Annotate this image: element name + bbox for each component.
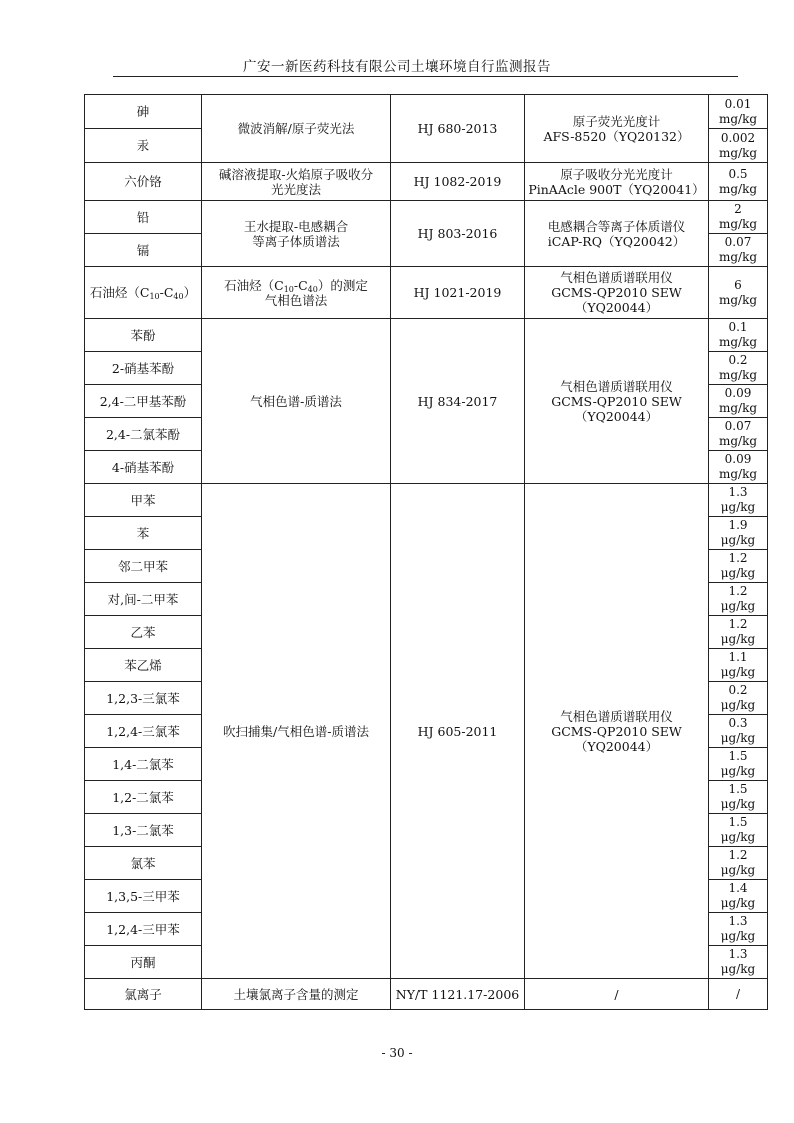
limit-value: 0.07 — [724, 419, 752, 433]
item-cell: 汞 — [85, 129, 202, 163]
detection-limit-cell — [709, 649, 768, 682]
instrument-cell — [525, 163, 709, 201]
detection-limit-cell — [709, 201, 768, 234]
detection-limit-cell — [709, 913, 768, 946]
instrument-line: （YQ20044） — [574, 408, 659, 424]
instrument-cell: / — [525, 979, 709, 1010]
item-cell: 镉 — [85, 234, 202, 267]
method-cell: 土壤氯离子含量的测定 — [202, 979, 391, 1010]
item-cell: 对,间-二甲苯 — [85, 583, 202, 616]
item-cell: 2-硝基苯酚 — [85, 352, 202, 385]
item-cell: 1,3,5-三甲苯 — [85, 880, 202, 913]
limit-unit: μg/kg — [720, 863, 756, 877]
detection-limit-cell — [709, 234, 768, 267]
instrument-cell — [525, 201, 709, 267]
limit-value: 1.9 — [728, 518, 748, 532]
limit-unit: mg/kg — [718, 368, 758, 382]
detection-limit-cell — [709, 946, 768, 979]
method-cell: 微波消解/原子荧光法 — [202, 95, 391, 163]
limit-value: 0.3 — [728, 716, 748, 730]
standard-cell: HJ 1082-2019 — [391, 163, 525, 201]
limit-unit: mg/kg — [718, 250, 758, 264]
instrument-cell — [525, 484, 709, 979]
subscript: 10 — [149, 292, 160, 301]
limit-unit: mg/kg — [718, 401, 758, 415]
detection-limit-cell — [709, 418, 768, 451]
limit-value: 0.2 — [728, 683, 748, 697]
limit-unit: μg/kg — [720, 500, 756, 514]
detection-limit-cell — [709, 682, 768, 715]
item-cell: 甲苯 — [85, 484, 202, 517]
instrument-line: PinAAcle 900T（YQ20041） — [528, 181, 705, 197]
method-line — [205, 278, 387, 293]
limit-unit: mg/kg — [718, 292, 758, 307]
item-cell: 氯离子 — [85, 979, 202, 1010]
limit-value: 0.09 — [724, 452, 752, 466]
method-line: 光光度法 — [270, 181, 321, 197]
instrument-line: GCMS-QP2010 SEW — [551, 393, 682, 409]
method-line: 气相色谱法 — [264, 292, 328, 308]
detection-limit-cell — [709, 319, 768, 352]
table-row — [85, 979, 768, 1010]
standard-cell: HJ 803-2016 — [391, 201, 525, 267]
limit-value: 0.2 — [728, 353, 748, 367]
limit-value: 2 — [734, 202, 742, 216]
method-cell — [202, 267, 391, 319]
limit-value: 1.5 — [728, 815, 748, 829]
limit-unit: μg/kg — [720, 533, 756, 547]
limit-value: 6 — [734, 277, 742, 292]
standard-cell: HJ 680-2013 — [391, 95, 525, 163]
limit-unit: μg/kg — [720, 599, 756, 613]
item-cell: 1,2-二氯苯 — [85, 781, 202, 814]
limit-value: 1.2 — [728, 551, 748, 565]
instrument-line: 气相色谱质谱联用仪 — [560, 270, 673, 285]
item-cell: 砷 — [85, 95, 202, 129]
instrument-line: 原子荧光光度计 — [572, 113, 661, 129]
limit-unit: μg/kg — [720, 632, 756, 646]
limit-value: 1.2 — [728, 617, 748, 631]
item-cell: 铅 — [85, 201, 202, 234]
limit-unit: μg/kg — [720, 731, 756, 745]
limit-unit: μg/kg — [720, 830, 756, 844]
limit-value: 1.4 — [728, 881, 748, 895]
limit-value: 1.3 — [728, 914, 748, 928]
item-cell: 2,4-二甲基苯酚 — [85, 385, 202, 418]
detection-limit-cell — [709, 847, 768, 880]
instrument-line: GCMS-QP2010 SEW — [551, 723, 682, 739]
item-cell: 氯苯 — [85, 847, 202, 880]
detection-limit-cell — [709, 385, 768, 418]
limit-value: 0.01 — [724, 96, 752, 111]
limit-unit: mg/kg — [718, 145, 758, 160]
detection-limit-cell — [709, 451, 768, 484]
limit-value: 0.09 — [724, 386, 752, 400]
detection-limit-cell — [709, 814, 768, 847]
standard-cell: HJ 834-2017 — [391, 319, 525, 484]
detection-limit-cell — [709, 583, 768, 616]
limit-unit: μg/kg — [720, 566, 756, 580]
instrument-cell — [525, 319, 709, 484]
method-line: 王水提取-电感耦合 — [243, 218, 349, 234]
detection-limit-cell: / — [709, 979, 768, 1010]
detection-limit-cell — [709, 129, 768, 163]
method-cell — [202, 163, 391, 201]
limit-value: 0.5 — [728, 166, 748, 181]
item-cell: 1,2,3-三氯苯 — [85, 682, 202, 715]
item-cell: 1,4-二氯苯 — [85, 748, 202, 781]
detection-limit-cell — [709, 748, 768, 781]
item-cell: 1,2,4-三甲苯 — [85, 913, 202, 946]
table-row — [85, 163, 768, 201]
item-cell: 苯 — [85, 517, 202, 550]
limit-unit: μg/kg — [720, 896, 756, 910]
standard-cell: NY/T 1121.17-2006 — [391, 979, 525, 1010]
limit-unit: mg/kg — [718, 111, 758, 126]
item-cell: 乙苯 — [85, 616, 202, 649]
table-row — [85, 267, 768, 319]
table-row — [85, 201, 768, 234]
instrument-line: （YQ20044） — [574, 300, 659, 315]
instrument-line: GCMS-QP2010 SEW — [551, 285, 682, 300]
limit-value: 1.3 — [728, 947, 748, 961]
limit-unit: μg/kg — [720, 665, 756, 679]
item-cell — [85, 267, 202, 319]
method-cell: 吹扫捕集/气相色谱-质谱法 — [202, 484, 391, 979]
item-cell: 苯酚 — [85, 319, 202, 352]
instrument-line: 气相色谱质谱联用仪 — [560, 708, 673, 724]
detection-limit-cell — [709, 550, 768, 583]
instrument-line: AFS-8520（YQ20132） — [543, 128, 690, 144]
item-cell: 苯乙烯 — [85, 649, 202, 682]
detection-limit-cell — [709, 163, 768, 201]
method-text: 石油烃（C — [224, 277, 284, 293]
page-number: - 30 - — [381, 1046, 413, 1060]
detection-limit-cell — [709, 880, 768, 913]
table-row — [85, 484, 768, 517]
limit-unit: mg/kg — [718, 181, 758, 196]
item-text: -C — [159, 285, 174, 300]
limit-value: 1.5 — [728, 782, 748, 796]
limit-unit: μg/kg — [720, 962, 756, 976]
report-header-title: 广安一新医药科技有限公司土壤环境自行监测报告 — [243, 59, 551, 75]
instrument-cell — [525, 267, 709, 319]
limit-value: 0.002 — [720, 130, 756, 145]
item-cell: 邻二甲苯 — [85, 550, 202, 583]
monitoring-methods-table — [84, 94, 768, 1010]
instrument-line: （YQ20044） — [574, 738, 659, 754]
instrument-line: 电感耦合等离子体质谱仪 — [547, 218, 686, 234]
item-text: ） — [183, 285, 197, 300]
limit-unit: μg/kg — [720, 698, 756, 712]
instrument-line: iCAP-RQ（YQ20042） — [547, 233, 686, 249]
limit-value: 1.2 — [728, 584, 748, 598]
limit-value: 0.07 — [724, 235, 752, 249]
limit-value: 1.3 — [728, 485, 748, 499]
method-text: -C — [293, 277, 308, 293]
limit-value: 1.1 — [728, 650, 748, 664]
detection-limit-cell — [709, 484, 768, 517]
header-rule — [113, 76, 738, 77]
limit-unit: μg/kg — [720, 929, 756, 943]
method-text: ）的测定 — [317, 277, 368, 293]
limit-unit: μg/kg — [720, 797, 756, 811]
limit-unit: mg/kg — [718, 335, 758, 349]
limit-value: 0.1 — [728, 320, 748, 334]
subscript: 10 — [283, 284, 294, 294]
detection-limit-cell — [709, 352, 768, 385]
table-row — [85, 319, 768, 352]
table-row — [85, 95, 768, 129]
item-cell: 1,3-二氯苯 — [85, 814, 202, 847]
standard-cell: HJ 605-2011 — [391, 484, 525, 979]
instrument-line: 气相色谱质谱联用仪 — [560, 378, 673, 394]
item-cell: 丙酮 — [85, 946, 202, 979]
limit-unit: mg/kg — [718, 217, 758, 231]
subscript: 40 — [307, 284, 318, 294]
detection-limit-cell — [709, 267, 768, 319]
method-line: 碱溶液提取-火焰原子吸收分 — [218, 166, 374, 182]
method-cell: 气相色谱-质谱法 — [202, 319, 391, 484]
instrument-line: 原子吸收分光光度计 — [560, 166, 673, 182]
detection-limit-cell — [709, 517, 768, 550]
instrument-cell — [525, 95, 709, 163]
detection-limit-cell — [709, 781, 768, 814]
limit-value: 1.5 — [728, 749, 748, 763]
limit-unit: μg/kg — [720, 764, 756, 778]
limit-value: 1.2 — [728, 848, 748, 862]
standard-cell: HJ 1021-2019 — [391, 267, 525, 319]
method-line: 等离子体质谱法 — [252, 233, 340, 249]
item-cell: 1,2,4-三氯苯 — [85, 715, 202, 748]
limit-unit: mg/kg — [718, 467, 758, 481]
detection-limit-cell — [709, 616, 768, 649]
detection-limit-cell — [709, 715, 768, 748]
item-cell: 2,4-二氯苯酚 — [85, 418, 202, 451]
item-text: 石油烃（C — [89, 285, 150, 300]
subscript: 40 — [173, 292, 184, 301]
item-cell: 4-硝基苯酚 — [85, 451, 202, 484]
limit-unit: mg/kg — [718, 434, 758, 448]
method-cell — [202, 201, 391, 267]
detection-limit-cell — [709, 95, 768, 129]
item-cell: 六价铬 — [85, 163, 202, 201]
